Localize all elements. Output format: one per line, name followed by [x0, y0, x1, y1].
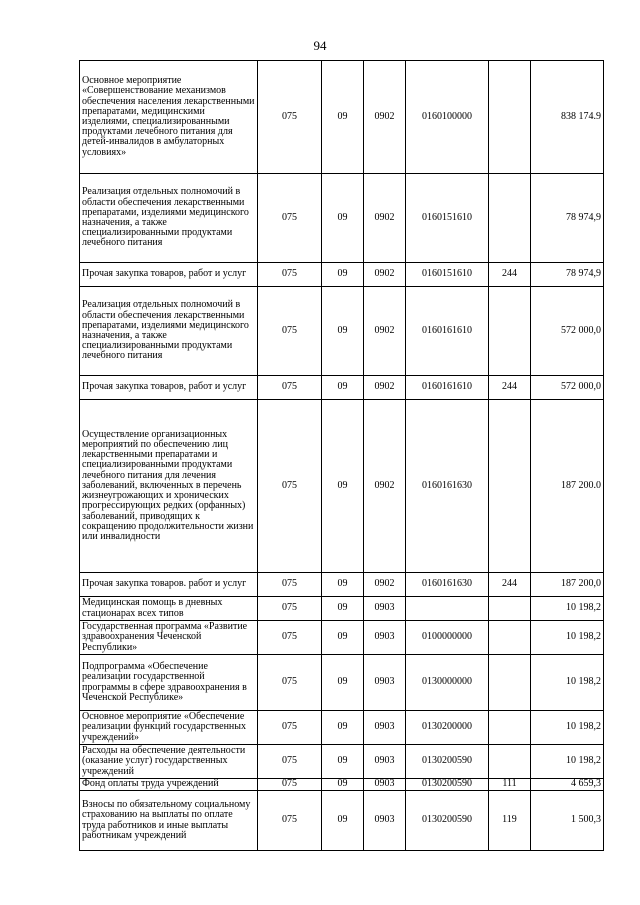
target-article-code: 0130200000	[406, 711, 489, 745]
page-number: 94	[313, 38, 327, 53]
target-article-code: 0160161610	[406, 287, 489, 376]
row-name: Фонд оплаты труда учреждений	[80, 779, 258, 791]
target-article-code: 0130000000	[406, 655, 489, 711]
row-name: Медицинская помощь в дневных стационарах всех типов	[80, 597, 258, 621]
table-row	[80, 287, 604, 376]
section-code: 09	[322, 655, 364, 711]
target-article-code: 0160161630	[406, 400, 489, 573]
subsection-code: 0902	[364, 287, 406, 376]
amount: 838 174.9	[531, 61, 604, 174]
ministry-code: 075	[258, 174, 322, 263]
amount: 187 200,0	[531, 573, 604, 597]
amount: 10 198,2	[531, 655, 604, 711]
row-name: Взносы по обязательному социальному страхованию на выплаты по оплате труда работников и иные выплаты работникам учреждений	[80, 791, 258, 851]
section-code: 09	[322, 263, 364, 287]
row-name: Прочая закупка товаров, работ и услуг	[80, 263, 258, 287]
table-row	[80, 655, 604, 711]
expense-type-code: 111	[489, 779, 531, 791]
subsection-code: 0903	[364, 745, 406, 779]
table-row	[80, 779, 604, 791]
target-article-code: 0130200590	[406, 745, 489, 779]
ministry-code: 075	[258, 711, 322, 745]
ministry-code: 075	[258, 745, 322, 779]
amount: 78 974,9	[531, 263, 604, 287]
subsection-code: 0903	[364, 711, 406, 745]
row-name: Реализация отдельных полномочий в области обеспечения лекарственными препаратами, изделиями медицинского назначения, а также специализированными продуктами лечебного питания	[80, 287, 258, 376]
expense-type-code: 244	[489, 376, 531, 400]
amount: 572 000,0	[531, 287, 604, 376]
section-code: 09	[322, 791, 364, 851]
table-row	[80, 711, 604, 745]
row-name: Подпрограмма «Обеспечение реализации государственной программы в сфере здравоохранения в Чеченской Республике»	[80, 655, 258, 711]
ministry-code: 075	[258, 263, 322, 287]
budget-table	[79, 60, 604, 851]
subsection-code: 0903	[364, 791, 406, 851]
subsection-code: 0902	[364, 573, 406, 597]
subsection-code: 0902	[364, 174, 406, 263]
ministry-code: 075	[258, 791, 322, 851]
ministry-code: 075	[258, 376, 322, 400]
expense-type-code	[489, 287, 531, 376]
amount: 187 200.0	[531, 400, 604, 573]
table-row	[80, 174, 604, 263]
table-row	[80, 745, 604, 779]
expense-type-code	[489, 597, 531, 621]
amount: 10 198,2	[531, 597, 604, 621]
subsection-code: 0902	[364, 263, 406, 287]
amount: 10 198,2	[531, 745, 604, 779]
section-code: 09	[322, 745, 364, 779]
section-code: 09	[322, 287, 364, 376]
section-code: 09	[322, 376, 364, 400]
amount: 10 198,2	[531, 621, 604, 655]
expense-type-code	[489, 711, 531, 745]
subsection-code: 0903	[364, 621, 406, 655]
table-row	[80, 400, 604, 573]
row-name: Государственная программа «Развитие здравоохранения Чеченской Республики»	[80, 621, 258, 655]
target-article-code	[406, 597, 489, 621]
table-row	[80, 61, 604, 174]
expense-type-code: 244	[489, 263, 531, 287]
subsection-code: 0903	[364, 655, 406, 711]
target-article-code: 0130200590	[406, 791, 489, 851]
amount: 1 500,3	[531, 791, 604, 851]
amount: 10 198,2	[531, 711, 604, 745]
section-code: 09	[322, 711, 364, 745]
amount: 572 000,0	[531, 376, 604, 400]
subsection-code: 0902	[364, 61, 406, 174]
ministry-code: 075	[258, 573, 322, 597]
ministry-code: 075	[258, 61, 322, 174]
expense-type-code	[489, 400, 531, 573]
table-row	[80, 621, 604, 655]
expense-type-code: 119	[489, 791, 531, 851]
row-name: Расходы на обеспечение деятельности (оказание услуг) государственных учреждений	[80, 745, 258, 779]
target-article-code: 0160161630	[406, 573, 489, 597]
ministry-code: 075	[258, 597, 322, 621]
section-code: 09	[322, 174, 364, 263]
row-name: Прочая закупка товаров, работ и услуг	[80, 376, 258, 400]
target-article-code: 0160100000	[406, 61, 489, 174]
expense-type-code	[489, 61, 531, 174]
target-article-code: 0100000000	[406, 621, 489, 655]
expense-type-code: 244	[489, 573, 531, 597]
target-article-code: 0160151610	[406, 263, 489, 287]
row-name: Основное мероприятие «Обеспечение реализации функций государственных учреждений»	[80, 711, 258, 745]
subsection-code: 0902	[364, 376, 406, 400]
target-article-code: 0130200590	[406, 779, 489, 791]
amount: 4 659,3	[531, 779, 604, 791]
section-code: 09	[322, 61, 364, 174]
table-row	[80, 573, 604, 597]
expense-type-code	[489, 621, 531, 655]
amount: 78 974,9	[531, 174, 604, 263]
ministry-code: 075	[258, 779, 322, 791]
ministry-code: 075	[258, 621, 322, 655]
ministry-code: 075	[258, 400, 322, 573]
section-code: 09	[322, 621, 364, 655]
ministry-code: 075	[258, 287, 322, 376]
section-code: 09	[322, 573, 364, 597]
subsection-code: 0903	[364, 597, 406, 621]
table-row	[80, 791, 604, 851]
table-row	[80, 597, 604, 621]
table-row	[80, 376, 604, 400]
target-article-code: 0160161610	[406, 376, 489, 400]
subsection-code: 0902	[364, 400, 406, 573]
subsection-code: 0903	[364, 779, 406, 791]
expense-type-code	[489, 655, 531, 711]
row-name: Прочая закупка товаров. работ и услуг	[80, 573, 258, 597]
row-name: Реализация отдельных полномочий в области обеспечения лекарственными препаратами, изделиями медицинского назначения, а также специализированными продуктами лечебного питания	[80, 174, 258, 263]
target-article-code: 0160151610	[406, 174, 489, 263]
ministry-code: 075	[258, 655, 322, 711]
expense-type-code	[489, 174, 531, 263]
expense-type-code	[489, 745, 531, 779]
section-code: 09	[322, 400, 364, 573]
table-row	[80, 263, 604, 287]
row-name: Осуществление организационных мероприятий по обеспечению лиц лекарственными препаратами и специализированными продуктами лечебного питания для лечения заболеваний, включенных в перечень жизнеугрожающих и хронических прогрессирующих редких (орфанных) заболеваний, приводящих к сокращению продолжительности жизни или инвалидности	[80, 400, 258, 573]
section-code: 09	[322, 779, 364, 791]
section-code: 09	[322, 597, 364, 621]
row-name: Основное мероприятие «Совершенствование механизмов обеспечения населения лекарственными препаратами, медицинскими изделиями, специализированными продуктами лечебного питания для детей-инвалидов в амбулаторных условиях»	[80, 61, 258, 174]
